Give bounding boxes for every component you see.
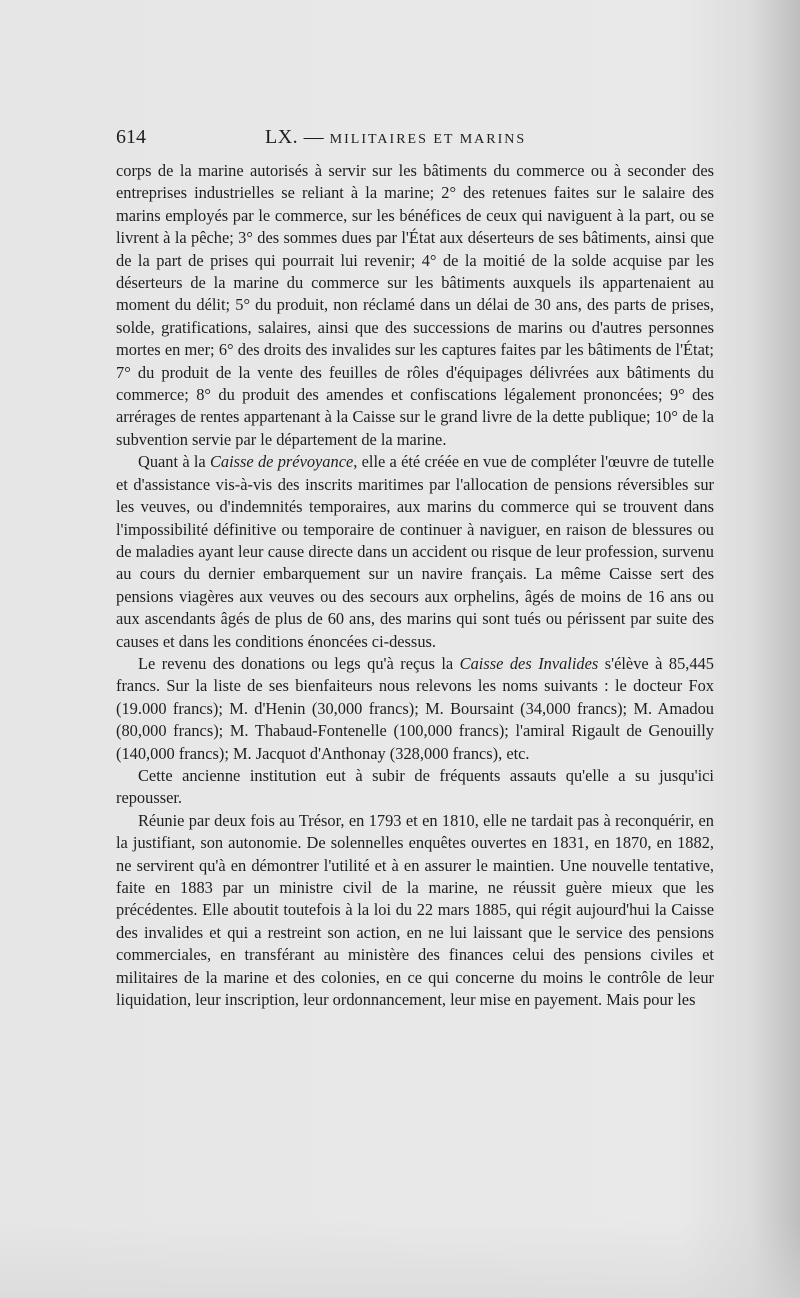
paragraph-3 [116, 653, 714, 765]
paragraph-2-lead: Quant à la [138, 452, 210, 472]
paragraph-3-lead: Le revenu des donations ou legs qu'à reçus la [138, 653, 460, 673]
paragraph-2 [116, 451, 714, 653]
paragraph-3-italic: Caisse des Invalides [459, 653, 599, 673]
paragraph-4: Cette ancienne institution eut à subir de fréquents assauts qu'elle a su jusqu'ici repousser. [116, 765, 714, 808]
body-text [116, 160, 714, 1011]
paragraph-2-italic: Caisse de prévoyance [209, 452, 354, 472]
chapter-number: LX. [265, 126, 299, 148]
paragraph-2-rest: , elle a été créée en vue de compléter l'œuvre de tutelle et d'assistance vis-à-vis des inscrits maritimes par l'allocation de pensions réversibles sur les veuves, ou d'indemnités temporaires, aux marins du commerce qui se trouvent dans l'impossibilité définitive ou temporaire de continuer à naviguer, en raison de blessures ou de maladies ayant leur cause directe dans un accident ou risque de leur profession, survenu au cours du dernier embarquement sur un navire français. La même Caisse sert des pensions viagères aux veuves ou des secours aux orphelins, âgés de moins de 16 ans ou aux ascendants âgés de plus de 60 ans, des marins qui sont tués ou périssent par suite des causes et dans les conditions énoncées ci-dessus. [116, 452, 714, 651]
running-head [265, 126, 526, 149]
chapter-title: MILITAIRES ET MARINS [329, 132, 527, 147]
page-header [116, 126, 714, 152]
page-number: 614 [116, 126, 146, 148]
paragraph-1: corps de la marine autorisés à servir sur les bâtiments du commerce ou à seconder des entreprises industrielles se reliant à la marine; 2° des retenues faites sur le salaire des marins employés par le commerce, sur les bénéfices de ceux qui naviguent à la part, ou se livrent à la pêche; 3° des sommes dues par l'État aux déserteurs de ses bâtiments, ainsi que de la part de prises qui pourrait lui revenir; 4° de la moitié de la solde acquise par les déserteurs de la marine du commerce sur les bâtiments auxquels ils appartenaient au moment du délit; 5° du produit, non réclamé dans un délai de 30 ans, des parts de prises, solde, gratifications, salaires, ainsi que des successions de marins ou d'autres personnes mortes en mer; 6° des droits des invalides sur les captures faites par les bâtiments de l'État; 7° du produit de la vente des feuilles de rôles d'équipages délivrées aux bâtiments du commerce; 8° du produit des amendes et confiscations légalement prononcées; 9° des arrérages de rentes appartenant à la Caisse sur le grand livre de la dette publique; 10° de la subvention servie par le département de la marine. [116, 161, 714, 449]
paragraph-5: Réunie par deux fois au Trésor, en 1793 et en 1810, elle ne tardait pas à reconquérir, en la justifiant, son autonomie. De solennelles enquêtes ouvertes en 1831, en 1870, en 1882, ne servirent qu'à en démontrer l'utilité et à en assurer le maintien. Une nouvelle tentative, faite en 1883 par un ministre civil de la marine, ne réussit guère mieux que les précédentes. Elle aboutit toutefois à la loi du 22 mars 1885, qui régit aujourd'hui la Caisse des invalides et qui a restreint son action, en ne lui laissant que le service des pensions commerciales, en transférant au ministère des finances celui des pensions civiles et militaires de la marine et des colonies, en ce qui concerne du moins le contrôle de leur liquidation, leur inscription, leur ordonnancement, leur mise en payement. Mais pour les [116, 810, 714, 1010]
paragraph-3-rest: s'élève à 85,445 francs. Sur la liste de ses bienfaiteurs nous relevons les noms suivants : le docteur Fox (19.000 francs); M. d'Henin (30,000 francs); M. Boursaint (34,000 francs); M. Amadou (80,000 francs); M. Thabaud-Fontenelle (100,000 francs); l'amiral Rigault de Genouilly (140,000 francs); M. Jacquot d'Anthonay (328,000 francs), etc. [116, 653, 714, 763]
page-bottom-shade [0, 1220, 800, 1298]
header-dash: — [303, 126, 325, 148]
